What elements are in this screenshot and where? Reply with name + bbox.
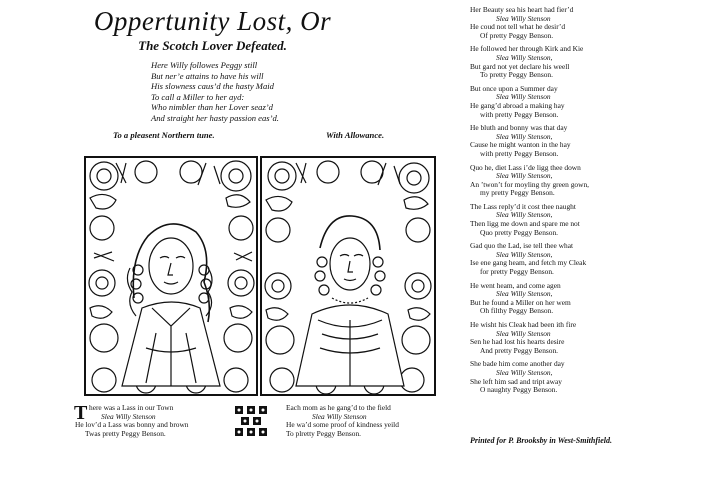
intro-line: To call a Miller to her ayd: bbox=[151, 91, 245, 102]
stanza-line: But gard not yet declare his weell bbox=[470, 61, 570, 71]
woodcut-man-illustration bbox=[86, 158, 256, 394]
stanza-line: An ’twon’t for moyling thy green gown, bbox=[470, 179, 589, 189]
printer-ornament bbox=[233, 404, 273, 440]
intro-line: His slowness caus’d the hasty Maid bbox=[151, 81, 274, 92]
stanza-line: O naughty Peggy Benson. bbox=[480, 385, 558, 395]
refrain-line: Slea Willy Stenson, bbox=[496, 131, 553, 141]
stanza-line: with pretty Peggy Benson. bbox=[480, 148, 559, 158]
woman-figure bbox=[296, 216, 404, 386]
drop-cap: T bbox=[74, 402, 88, 424]
stanza-line: To pretty Peggy Benson. bbox=[480, 70, 553, 80]
stanza-line: Then ligg me down and spare me not bbox=[470, 219, 580, 229]
printer-imprint: Printed for P. Brooksby in West-Smithfield. bbox=[470, 436, 613, 445]
refrain-line: Slea Willy Stenson bbox=[496, 13, 551, 23]
stanza-line: Her Beauty sea his heart had fier’d bbox=[470, 5, 574, 14]
stanza-bottom-left bbox=[75, 404, 189, 438]
stanza-line: She bade him come another day bbox=[470, 359, 565, 369]
woodcut-woman bbox=[260, 156, 436, 396]
stanza bbox=[470, 45, 705, 79]
stanza-line: Of pretty Peggy Benson. bbox=[480, 30, 554, 40]
stanza-line: He wa’d some proof of kindness yeild bbox=[286, 420, 399, 430]
stanza bbox=[470, 203, 705, 237]
stanza-line: Twas pretty Peggy Benson. bbox=[85, 428, 166, 438]
refrain-line: Slea Willy Stenson, bbox=[496, 210, 553, 220]
refrain-line: Slea Willy Stenson bbox=[496, 92, 551, 102]
intro-verse bbox=[151, 60, 279, 124]
stanza-line: He lov’d a Lass was bonny and brown bbox=[75, 420, 189, 430]
stanza-line: He went heam, and come agen bbox=[470, 280, 561, 290]
stanza-line: He followed her through Kirk and Kie bbox=[470, 44, 584, 54]
stanza-line: with pretty Peggy Benson. bbox=[480, 109, 559, 119]
stanza bbox=[470, 6, 705, 40]
ornament-block bbox=[233, 404, 273, 440]
stanza bbox=[470, 124, 705, 158]
refrain-line: Slea Willy Stenson, bbox=[496, 289, 553, 299]
ballad-title: Oppertunity Lost, Or bbox=[93, 6, 332, 36]
refrain-line: Slea Willy Stenson bbox=[101, 411, 156, 421]
allowance-note: With Allowance. bbox=[326, 130, 385, 140]
woodcut-man bbox=[84, 156, 258, 396]
stanza-line: my pretty Peggy Benson. bbox=[480, 188, 555, 198]
refrain-line: Slea Willy Stenson, bbox=[496, 171, 553, 181]
intro-line: And straight her hasty passion eas’d. bbox=[151, 112, 279, 123]
stanza-line: But once upon a Summer day bbox=[470, 83, 558, 93]
stanza-line: Oh filthy Peggy Benson. bbox=[480, 306, 554, 316]
stanza-line: But he found a Miller on her wem bbox=[470, 297, 571, 307]
man-figure bbox=[122, 224, 220, 386]
refrain-line: Slea Willy Stenson bbox=[496, 328, 551, 338]
stanza-line: Each mom as he gang’d to the field bbox=[286, 403, 391, 412]
stanza-line: for pretty Peggy Benson. bbox=[480, 267, 554, 277]
stanza-line: She left him sad and tript away bbox=[470, 376, 562, 386]
refrain-line: Slea Willy Stenson, bbox=[496, 52, 553, 62]
stanza-line: Sen he had lost his hearts desire bbox=[470, 337, 565, 347]
stanza bbox=[470, 85, 705, 119]
woodcut-woman-illustration bbox=[262, 158, 434, 394]
intro-line: Here Willy followes Peggy still bbox=[151, 60, 258, 70]
stanza-line: And pretty Peggy Benson. bbox=[480, 345, 559, 355]
stanza-line: here was a Lass in our Town bbox=[89, 403, 174, 412]
intro-line: But ner’e attains to have his will bbox=[151, 70, 264, 81]
stanza-line: He gang’d abroad a making hay bbox=[470, 100, 565, 110]
stanza-line: He wisht his Cleak had been ith fire bbox=[470, 320, 577, 329]
stanza-line: To plretty Peggy Benson. bbox=[286, 428, 362, 438]
stanza-line: Quo pretty Peggy Benson. bbox=[480, 227, 559, 237]
refrain-line: Slea Willy Stenson, bbox=[496, 367, 553, 377]
stanza bbox=[470, 321, 705, 355]
stanza-line: He bluth and bonny was that day bbox=[470, 123, 568, 133]
stanza-line: Ise ene gang heam, and fetch my Cleak bbox=[470, 258, 587, 268]
intro-line: Who nimbler than her Lover seaz’d bbox=[151, 102, 273, 113]
stanza bbox=[470, 242, 705, 276]
stanza-line: Cause he might wanton in the hay bbox=[470, 140, 571, 150]
stanza-line: Quo he, diet Lass i’de ligg thee down bbox=[470, 162, 581, 172]
tune-note: To a pleasent Northern tune. bbox=[113, 130, 215, 140]
right-column bbox=[470, 6, 705, 400]
stanza-line: The Lass reply’d it cost thee naught bbox=[470, 201, 576, 211]
refrain-line: Slea Willy Stenson bbox=[312, 411, 367, 421]
stanza bbox=[470, 164, 705, 198]
stanza-line: Gad quo the Lad, ise tell thee what bbox=[470, 241, 574, 251]
stanza-bottom-right bbox=[286, 404, 399, 438]
stanza bbox=[470, 360, 705, 394]
ballad-subtitle: The Scotch Lover Defeated. bbox=[138, 38, 287, 53]
stanza bbox=[470, 282, 705, 316]
refrain-line: Slea Willy Stenson, bbox=[496, 249, 553, 259]
stanza-line: He coud not tell what he desir’d bbox=[470, 22, 566, 32]
